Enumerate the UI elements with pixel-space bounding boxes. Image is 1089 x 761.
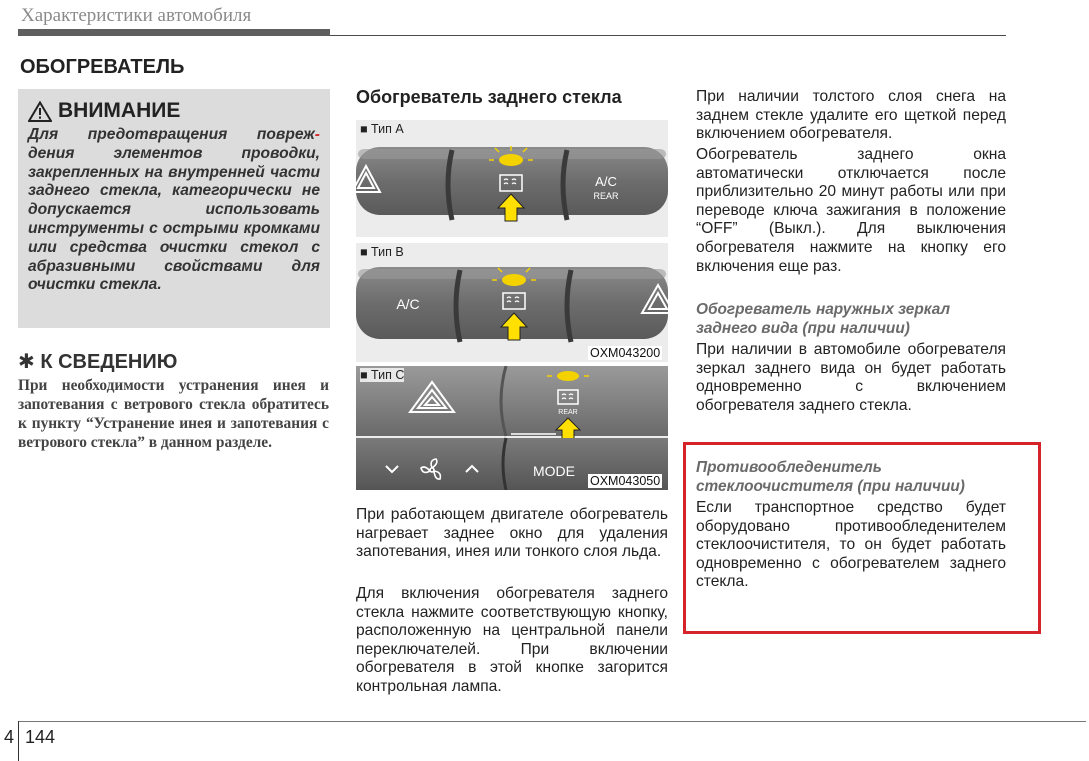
defroster-paragraph-2: Для включения обогревателя заднего стекла нажмите соответствующую кнопку, расположенную на центральной панели переключателей. При включении обогревателя в этой кнопке загорится контрольная лампа. (356, 585, 668, 695)
wiper-deicer-heading: Противообледенитель стеклоочистителя (при наличии) (696, 459, 965, 495)
warning-heading (28, 99, 180, 123)
header-bar (18, 29, 330, 36)
page-number: 144 (25, 727, 56, 747)
mode-label: MODE (533, 463, 575, 479)
hyphen-mark: - (314, 126, 320, 143)
section-title: ОБОГРЕВАТЕЛЬ (20, 56, 185, 78)
panel-type-b (356, 243, 668, 362)
panel-type-a (356, 120, 668, 237)
footer-rule (18, 721, 1086, 722)
warning-triangle-icon (28, 101, 52, 122)
rear-label: REAR (558, 409, 578, 416)
chapter-number: 4 (4, 727, 15, 747)
panel-c-label: ■ Тип C (360, 368, 405, 382)
warning-text: Для предотвращения повреж- дения элементов проводки, закрепленных на внутренней части заднего стекла, категорически не допускается использовать инструменты с острыми кромками или средства очистки стекол с абразивными свойствами для очистки стекла. (28, 126, 320, 294)
warning-box (18, 89, 330, 328)
panel-a-label: ■ Тип А (360, 122, 404, 136)
ac-label: A/C (396, 296, 420, 312)
warning-heading-label: ВНИМАНИЕ (58, 99, 181, 122)
panel-b-illustration (356, 243, 668, 362)
figure-code-b: OXM043200 (590, 346, 661, 360)
rear-label: REAR (593, 191, 619, 201)
auto-off-paragraph: Обогреватель заднего окна автоматически отключается после приблизительно 20 минут работы или при переводе ключа зажигания в положение “OFF” (Выкл.). Для выключения обогревателя нажмите на кнопку его включения еще раз. (696, 146, 1006, 275)
mirror-heater-heading: Обогреватель наружных зеркал заднего вида (при наличии) (696, 301, 951, 337)
mirror-heater-text: При наличии в автомобиле обогревателя зеркал заднего вида он будет работать одновременно с включением обогревателя заднего стекла. (696, 341, 1006, 414)
figure-code-c: OXM043050 (590, 474, 661, 488)
wiper-deicer-text: Если транспортное средство будет оборудовано противообледенителем стеклоочистителя, то он будет работать одновременно с обогревателем заднего стекла. (696, 499, 1006, 591)
header-rule (330, 35, 1006, 36)
snow-paragraph: При наличии толстого слоя снега на заднем стекле удалите его щеткой перед включением обогревателя. (696, 88, 1006, 143)
chapter-header-title: Характеристики автомобиля (21, 5, 252, 26)
info-heading: ✱ К СВЕДЕНИЮ (18, 351, 178, 373)
panel-type-c (356, 366, 668, 490)
panel-b-label: ■ Тип B (360, 245, 404, 259)
ac-label: A/C (595, 174, 617, 189)
defroster-paragraph-1: При работающем двигателе обогреватель нагревает заднее окно для удаления запотевания, инея или тонкого слоя льда. (356, 506, 668, 561)
footer-separator (18, 721, 19, 761)
rear-defroster-title: Обогреватель заднего стекла (356, 87, 622, 107)
info-text: При необходимости устранения инея и запотевания с ветрового стекла обратитесь к пункту “Устранение инея и запотевания с ветрового стекла” в данном разделе. (18, 377, 329, 451)
asterisk-icon: ✱ (18, 351, 41, 373)
panel-a-illustration (356, 120, 668, 237)
panel-c-illustration (356, 366, 668, 490)
